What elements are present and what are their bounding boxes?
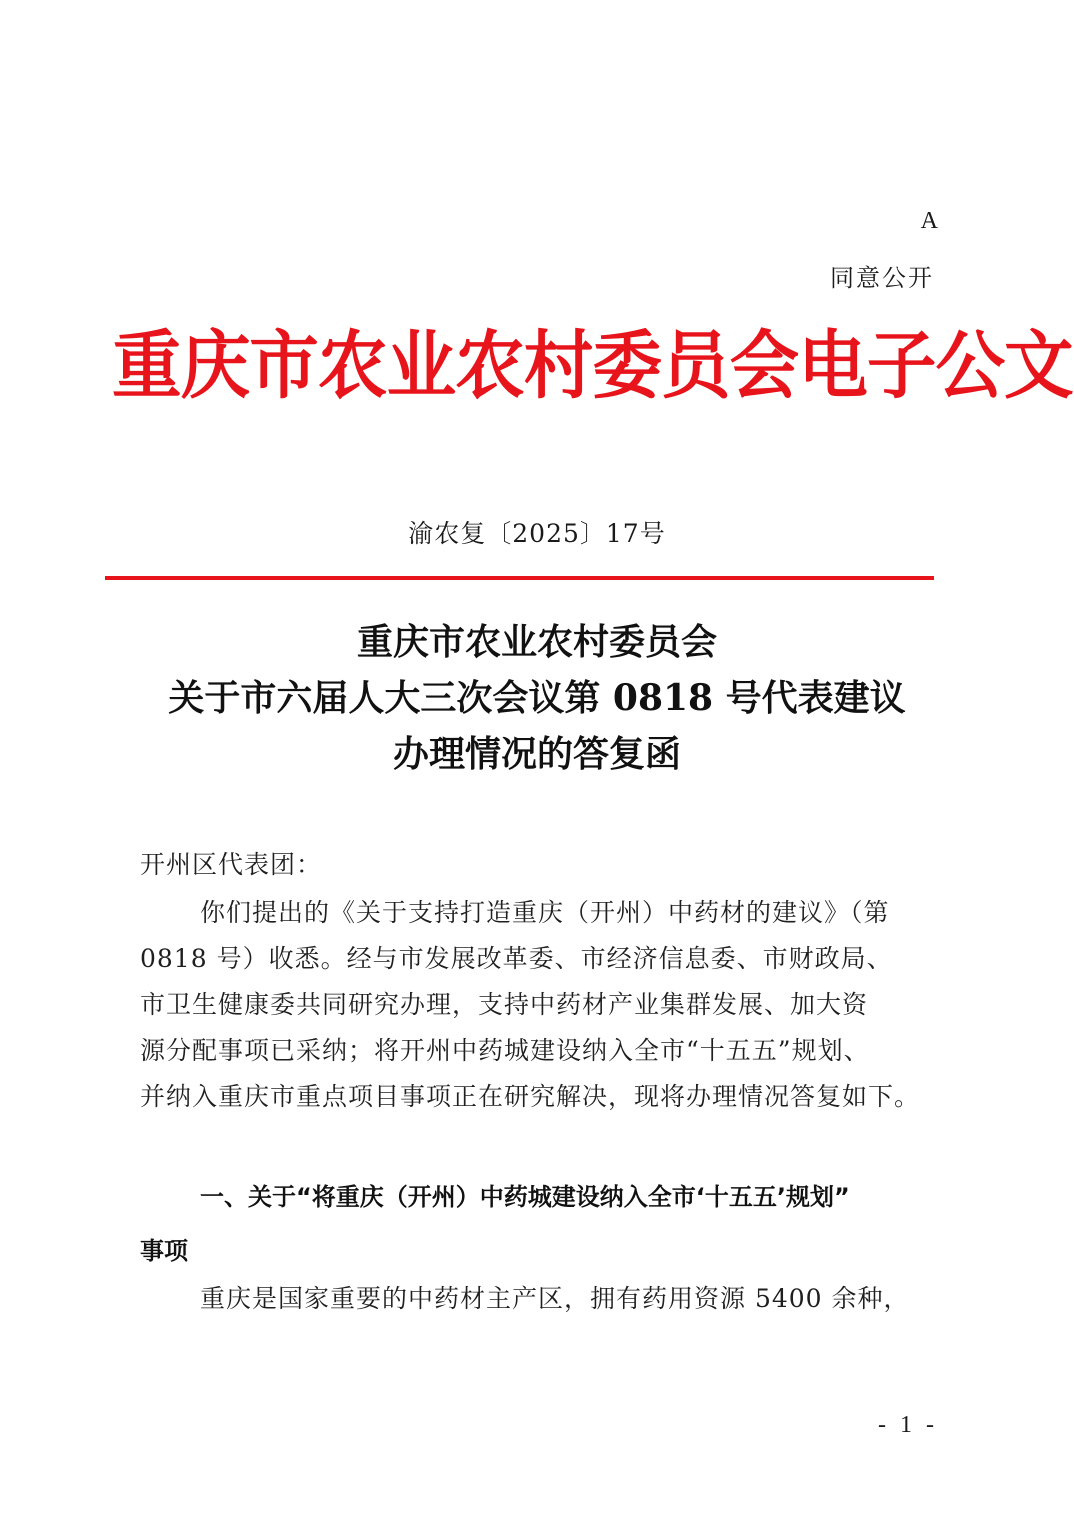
paragraph-line: 源分配事项已采纳；将开州中药城建设纳入全市“十五五”规划、 [140,1036,870,1065]
paragraph-line: 并纳入重庆市重点项目事项正在研究解决，现将办理情况答复如下。 [140,1082,921,1111]
paragraph-line: 你们提出的《关于支持打造重庆（开州）中药材的建议》（第 [200,898,890,927]
classification-mark: A [920,208,938,234]
section-paragraph: 重庆是国家重要的中药材主产区，拥有药用资源 5400 余种， [200,1284,910,1313]
page-number: - 1 - [878,1412,938,1438]
paragraph-line: 市卫生健康委共同研究办理，支持中药材产业集群发展、加大资 [140,990,869,1019]
section-heading-line-2: 事项 [140,1237,188,1265]
red-divider-line [105,576,934,580]
document-number: 渝农复〔2025〕17号 [408,519,666,548]
section-heading-1 [140,1170,940,1278]
paragraph-line: 0818 号）收悉。经与市发展改革委、市经济信息委、市财政局、 [140,944,893,973]
section-heading-line-1: 一、关于“将重庆（开州）中药城建设纳入全市‘十五五’规划” [200,1183,850,1211]
title-line-3: 办理情况的答复函 [392,733,681,775]
document-title [0,614,1074,782]
title-line-1: 重庆市农业农村委员会 [356,621,717,663]
disclosure-status: 同意公开 [830,264,934,292]
masthead-title: 重庆市农业农村委员会电子公文 [112,323,1073,409]
intro-paragraph [140,890,940,1120]
title-line-2: 关于市六届人大三次会议第 0818 号代表建议 [168,677,906,719]
salutation: 开州区代表团： [140,850,323,879]
